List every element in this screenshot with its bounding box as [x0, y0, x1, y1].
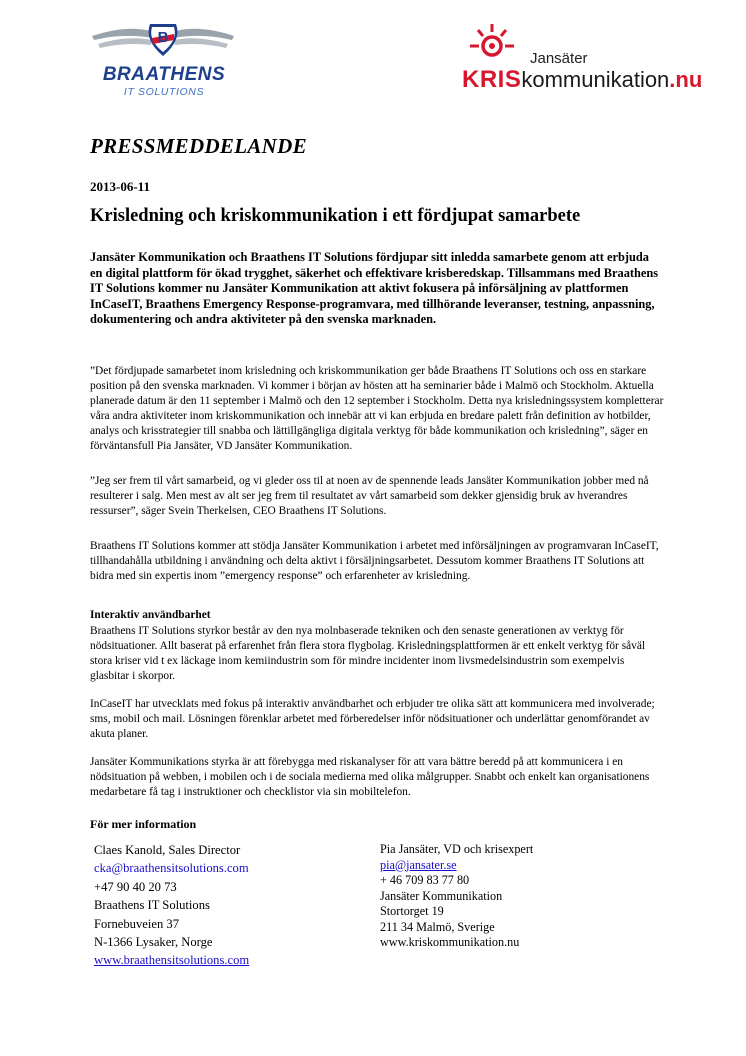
kris-logo-dark-text: kommunikation: [521, 67, 670, 92]
contact-company: Jansäter Kommunikation: [380, 888, 503, 903]
headline: Krisledning och kriskommunikation i ett fördjupat samarbete: [90, 206, 581, 226]
braathens-badge-letter: B: [157, 29, 169, 46]
body-paragraph-2: ”Jeg ser frem til vårt samarbeid, og vi gleder oss til at noen av de spennende leads Jansäter Kommunikation jobber med nå resulterer i salg. Men mest av alt ser jeg frem til resultatet av vårt samarbeid som dekker gjensidig bruk av hverandres ressurser”, säger Svein Therkelsen, CEO Braathens IT Solutions.: [90, 475, 649, 518]
contact-phone: +47 90 40 20 73: [94, 879, 177, 894]
braathens-logo: [88, 18, 238, 98]
body-paragraph-4: Braathens IT Solutions styrkor består av den nya molnbaserade tekniken och den senaste generationen av verktyg för nödsituationer. Allt baserat på erfarenhet från flera stora flygbolag. Krisledningsplattformen är ett enkelt verktyg för såväl stora kriser vid t ex läckage inom kemiindustrin som för mindre incidenter inom livsmedelsindustrin som exempelvis glasbitar i skorpor.: [90, 625, 646, 683]
contact-street: Fornebuveien 37: [94, 916, 179, 931]
contact-street: Stortorget 19: [380, 904, 444, 918]
section-heading: Interaktiv användbarhet: [90, 609, 211, 621]
braathens-logo-tagline: IT SOLUTIONS: [123, 86, 205, 98]
contact-name-title: Claes Kanold, Sales Director: [94, 843, 241, 857]
contact-city: N-1366 Lysaker, Norge: [94, 935, 213, 950]
lead-paragraph: Jansäter Kommunikation och Braathens IT Solutions fördjupar sitt inledda samarbete genom att erbjuda en digital plattform för ökad trygghet, säkerhet och effektivare krisberedskap. Tillsammans med Braathens IT Solutions kommer nu Jansäter Kommunikation att aktivt fokusera på införsäljning av plattformen InCaseIT, Braathens Emergency Response-programvara, med tillhörande leveranser, testning, anpassning, dokumentering och andra aktiviteter på den svenska marknaden.: [90, 250, 659, 327]
contact-company: Braathens IT Solutions: [94, 898, 210, 913]
contact-website-link[interactable]: www.braathensitsolutions.com: [94, 953, 250, 968]
kris-logo-wordmark: [462, 66, 702, 94]
contact-city: 211 34 Malmö, Sverige: [380, 919, 495, 934]
contact-email-link[interactable]: pia@jansater.se: [380, 857, 457, 872]
contact-email-link[interactable]: cka@braathensitsolutions.com: [94, 861, 249, 876]
contact-website: www.kriskommunikation.nu: [380, 935, 520, 949]
document-type: PRESSMEDDELANDE: [90, 134, 307, 158]
braathens-logo-name: BRAATHENS: [102, 64, 226, 85]
contact-name-title: Pia Jansäter, VD och krisexpert: [380, 842, 534, 856]
kris-logo-domain: .nu: [669, 67, 703, 92]
kris-logo-top-text: Jansäter: [530, 50, 588, 67]
siren-icon: [462, 22, 532, 70]
contact-block-braathens: [94, 841, 249, 970]
body-paragraph-1: ”Det fördjupade samarbetet inom krisledning och kriskommunikation ger både Braathens IT Solutions och oss en starkare position på den svenska marknaden. Vi kommer i början av hösten att ha seminarier både i Malmö och Stockholm. Aktuella planerade datum är den 11 september i Malmö och den 12 september i Stockholm. Detta nya krisledningssystem kompletterar våra andra aktiviteter inom kriskommunikation och innebär att vi kan erbjuda en bredare palett från definition av hotbilder, analys och krisstrategier till snabba och lättillgängliga digitala verktyg för både kommunikation och krisledning”, säger en förväntansfull Pia Jansäter, VD Jansäter Kommunikation.: [90, 365, 664, 453]
press-date: 2013-06-11: [90, 179, 150, 194]
braathens-wing-emblem-icon: [88, 18, 238, 64]
contact-block-jansater: [380, 842, 533, 951]
kriskommunikation-logo: [462, 22, 722, 94]
contact-heading: För mer information: [90, 817, 197, 831]
body-paragraph-6: Jansäter Kommunikations styrka är att förebygga med riskanalyser för att vara bättre beredd på att kommunicera i en nödsituation på webben, i mobilen och i de sociala medierna med olika målgrupper. Snabbt och enkelt kan organisationens medarbetare få tag i instruktioner och checklistor via sin mobiltelefon.: [90, 756, 650, 799]
body-paragraph-3: Braathens IT Solutions kommer att stödja Jansäter Kommunikation i arbetet med införsäljningen av programvaran InCaseIT, tillhandahålla utbildning i användning och delta aktivt i försäljningsarbetet. Dessutom kommer Braathens IT Solutions att bidra med sin expertis inom ”emergency response” och erfarenheter av krisledning.: [90, 540, 659, 583]
body-paragraph-5: InCaseIT har utvecklats med fokus på interaktiv användbarhet och erbjuder tre olika sätt att kommunicera med involverade; sms, mobil och mail. Lösningen förenklar arbetet med förberedelser inför nödsituationer och underlättar genomförandet av akuta planer.: [90, 698, 655, 741]
kris-logo-red-text: KRIS: [462, 66, 522, 93]
contact-phone: + 46 709 83 77 80: [380, 873, 470, 887]
